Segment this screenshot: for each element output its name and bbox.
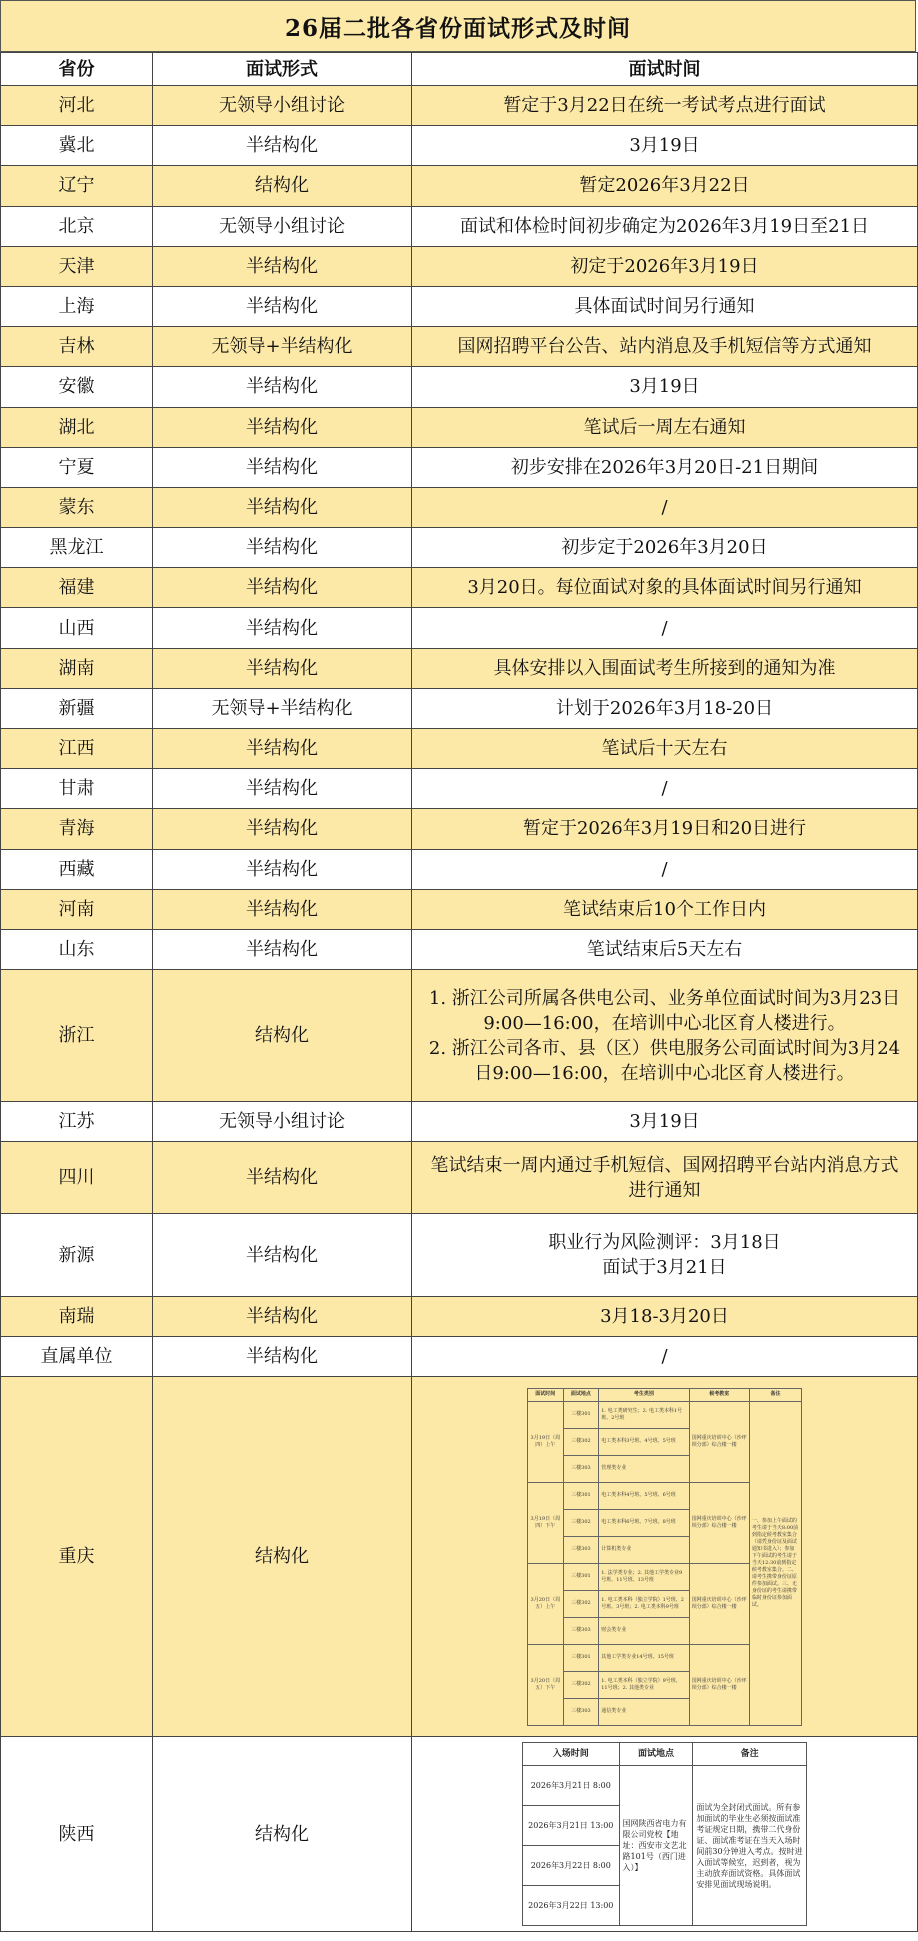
province-cell: 青海 [1, 809, 153, 849]
form-cell: 半结构化 [153, 487, 412, 527]
province-cell: 宁夏 [1, 447, 153, 487]
image-room-cell: 三楼301 [563, 1563, 599, 1590]
time-cell: 笔试后十天左右 [412, 729, 918, 769]
time-cell: 计划于2026年3月18-20日 [412, 688, 918, 728]
table-row [1, 447, 918, 487]
province-cell: 蒙东 [1, 487, 153, 527]
time-cell: 初步安排在2026年3月20日-21日期间 [412, 447, 918, 487]
image-room-cell: 三楼302 [563, 1428, 599, 1455]
page-title: 26届二批各省份面试形式及时间 [0, 0, 916, 52]
header-form: 面试形式 [153, 53, 412, 86]
form-cell: 无领导+半结构化 [153, 688, 412, 728]
time-cell: / [412, 849, 918, 889]
image-room-cell: 三楼301 [563, 1482, 599, 1509]
time-cell: 3月18-3月20日 [412, 1297, 918, 1337]
image-header-row [528, 1388, 802, 1401]
image-wait-room-cell: 国网重庆培训中心（沙坪坝分部）综合楼一楼 [689, 1482, 749, 1563]
image-time-cell: 3月20日（周五）下午 [528, 1644, 564, 1725]
image-category-cell: 1. 法学类专业；2. 其他工学类专业9号班、11号班、13号班 [599, 1563, 689, 1590]
form-cell: 无领导小组讨论 [153, 1102, 412, 1142]
image-category-cell: 通信类专业 [599, 1698, 689, 1725]
image-time-cell: 3月20日（周五）上午 [528, 1563, 564, 1644]
time-line: 面试于3月21日 [602, 1257, 727, 1279]
time-cell: 3月19日 [412, 367, 918, 407]
time-line: 1. 浙江公司所属各供电公司、业务单位面试时间为3月23日 [428, 987, 901, 1009]
interview-schedule-table [0, 52, 918, 1932]
image-room-cell: 三楼303 [563, 1536, 599, 1563]
image-category-cell: 1. 电工类本科（独立学院）1号班、2号班、3号班；2. 电工类本科9号班 [599, 1590, 689, 1617]
time-line: 笔试结束一周内通过手机短信、国网招聘平台站内消息方式 [430, 1154, 899, 1176]
province-cell: 福建 [1, 568, 153, 608]
form-cell: 半结构化 [153, 528, 412, 568]
time-cell: 笔试结束后10个工作日内 [412, 889, 918, 929]
table-row [1, 929, 918, 969]
province-cell: 新源 [1, 1214, 153, 1297]
form-cell: 半结构化 [153, 1337, 412, 1377]
image-category-cell: 计算机类专业 [599, 1536, 689, 1563]
table-row [1, 769, 918, 809]
form-cell: 半结构化 [153, 889, 412, 929]
form-cell: 无领导小组讨论 [153, 206, 412, 246]
table-row [1, 568, 918, 608]
table-row [1, 286, 918, 326]
table-row [1, 970, 918, 1102]
image-room-cell: 三楼302 [563, 1509, 599, 1536]
image-header-row [523, 1743, 807, 1766]
time-cell: 3月20日。每位面试对象的具体面试时间另行通知 [412, 568, 918, 608]
time-cell: 具体面试时间另行通知 [412, 286, 918, 326]
table-row [1, 126, 918, 166]
table-row [1, 648, 918, 688]
time-cell: 3月19日 [412, 126, 918, 166]
time-cell: / [412, 1337, 918, 1377]
table-row [1, 327, 918, 367]
form-cell: 结构化 [153, 1377, 412, 1737]
time-cell-schedule-image [412, 1737, 918, 1932]
image-header-cell: 面试地点 [563, 1388, 599, 1401]
province-cell: 西藏 [1, 849, 153, 889]
image-header-cell: 面试时间 [528, 1388, 564, 1401]
image-header-cell: 入场时间 [523, 1743, 620, 1766]
table-row [1, 528, 918, 568]
image-time-cell: 3月19日（周四）下午 [528, 1482, 564, 1563]
province-cell: 重庆 [1, 1377, 153, 1737]
form-cell: 半结构化 [153, 367, 412, 407]
form-cell: 半结构化 [153, 246, 412, 286]
image-category-cell: 财会类专业 [599, 1617, 689, 1644]
table-row [1, 809, 918, 849]
form-cell: 无领导+半结构化 [153, 327, 412, 367]
table-row [1, 608, 918, 648]
time-cell: 笔试后一周左右通知 [412, 407, 918, 447]
table-row [1, 688, 918, 728]
table-row [1, 166, 918, 206]
image-time-cell: 2026年3月22日 13:00 [523, 1886, 620, 1926]
shaanxi-schedule-image [522, 1742, 807, 1926]
image-note-cell: 面试为全封闭式面试。所有参加面试的毕业生必须按面试准考证规定日期，携带二代身份证、面试准考证在当天入场时间前30分钟进入考点。按时进入面试等候室，迟到者，视为主动放弃面试资格。具体面试安排见面试现场说明。 [693, 1766, 807, 1926]
table-row [1, 729, 918, 769]
image-category-cell: 电工类本科3号班、4号班、5号班 [599, 1428, 689, 1455]
province-cell: 甘肃 [1, 769, 153, 809]
time-line: 进行通知 [628, 1179, 701, 1201]
image-category-cell: 其他工学类专业14号班、15号班 [599, 1644, 689, 1671]
province-cell: 直属单位 [1, 1337, 153, 1377]
image-category-cell: 电工类本科6号班、7号班、8号班 [599, 1509, 689, 1536]
form-cell: 半结构化 [153, 1142, 412, 1214]
image-header-cell: 候考教室 [689, 1388, 749, 1401]
province-cell: 山东 [1, 929, 153, 969]
table-row [1, 1337, 918, 1377]
form-cell: 结构化 [153, 970, 412, 1102]
time-line: 9:00—16:00，在培训中心北区育人楼进行。 [483, 1012, 846, 1034]
time-cell [412, 1214, 918, 1297]
time-cell [412, 1142, 918, 1214]
province-cell: 辽宁 [1, 166, 153, 206]
image-category-cell: 1. 电工类本科（独立学院）9号班、11号班；2. 其他类专业 [599, 1671, 689, 1698]
time-cell: 笔试结束后5天左右 [412, 929, 918, 969]
image-header-cell: 备注 [749, 1388, 801, 1401]
table-row [1, 367, 918, 407]
province-cell: 新疆 [1, 688, 153, 728]
form-cell: 半结构化 [153, 286, 412, 326]
form-cell: 半结构化 [153, 809, 412, 849]
province-cell: 冀北 [1, 126, 153, 166]
form-cell: 半结构化 [153, 568, 412, 608]
time-cell: / [412, 608, 918, 648]
table-row [1, 246, 918, 286]
province-cell: 南瑞 [1, 1297, 153, 1337]
table-row [1, 1377, 918, 1737]
time-cell: 初定于2026年3月19日 [412, 246, 918, 286]
image-time-cell: 3月19日（周四）上午 [528, 1401, 564, 1482]
image-room-cell: 三楼302 [563, 1671, 599, 1698]
table-row [1, 487, 918, 527]
form-cell: 半结构化 [153, 648, 412, 688]
table-row [1, 1297, 918, 1337]
form-cell: 半结构化 [153, 407, 412, 447]
image-room-cell: 三楼301 [563, 1401, 599, 1428]
header-row [1, 53, 918, 86]
province-cell: 湖南 [1, 648, 153, 688]
image-header-cell: 考生类别 [599, 1388, 689, 1401]
table-row [1, 407, 918, 447]
time-cell: 初步定于2026年3月20日 [412, 528, 918, 568]
form-cell: 半结构化 [153, 126, 412, 166]
image-wait-room-cell: 国网重庆培训中心（沙坪坝分部）综合楼一楼 [689, 1401, 749, 1482]
province-cell: 陕西 [1, 1737, 153, 1932]
form-cell: 结构化 [153, 1737, 412, 1932]
time-cell-schedule-image [412, 1377, 918, 1737]
time-line: 日9:00—16:00，在培训中心北区育人楼进行。 [474, 1062, 855, 1084]
time-cell [412, 970, 918, 1102]
image-time-cell: 2026年3月22日 8:00 [523, 1846, 620, 1886]
form-cell: 半结构化 [153, 1297, 412, 1337]
form-cell: 半结构化 [153, 1214, 412, 1297]
province-cell: 四川 [1, 1142, 153, 1214]
province-cell: 天津 [1, 246, 153, 286]
image-row [528, 1401, 802, 1428]
province-cell: 河北 [1, 86, 153, 126]
image-room-cell: 三楼303 [563, 1617, 599, 1644]
form-cell: 半结构化 [153, 929, 412, 969]
form-cell: 结构化 [153, 166, 412, 206]
image-wait-room-cell: 国网重庆培训中心（沙坪坝分部）综合楼一楼 [689, 1563, 749, 1644]
province-cell: 河南 [1, 889, 153, 929]
province-cell: 山西 [1, 608, 153, 648]
time-cell: 国网招聘平台公告、站内消息及手机短信等方式通知 [412, 327, 918, 367]
time-cell: 暂定于3月22日在统一考试考点进行面试 [412, 86, 918, 126]
table-row [1, 849, 918, 889]
image-place-cell: 国网陕西省电力有限公司党校【地址：西安市文艺北路101号（西门进入）】 [619, 1766, 693, 1926]
province-cell: 湖北 [1, 407, 153, 447]
image-time-cell: 2026年3月21日 8:00 [523, 1766, 620, 1806]
image-room-cell: 三楼303 [563, 1455, 599, 1482]
table-row [1, 1214, 918, 1297]
province-cell: 浙江 [1, 970, 153, 1102]
table-row [1, 889, 918, 929]
image-category-cell: 1. 电工类研究生；2. 电工类本科1号班、2号班 [599, 1401, 689, 1428]
table-row [1, 86, 918, 126]
province-cell: 吉林 [1, 327, 153, 367]
province-cell: 上海 [1, 286, 153, 326]
table-row [1, 1142, 918, 1214]
form-cell: 无领导小组讨论 [153, 86, 412, 126]
time-cell: 暂定于2026年3月19日和20日进行 [412, 809, 918, 849]
time-line: 2. 浙江公司各市、县（区）供电服务公司面试时间为3月24 [428, 1037, 901, 1059]
form-cell: 半结构化 [153, 608, 412, 648]
province-cell: 北京 [1, 206, 153, 246]
header-province: 省份 [1, 53, 153, 86]
time-cell: / [412, 769, 918, 809]
time-cell: 面试和体检时间初步确定为2026年3月19日至21日 [412, 206, 918, 246]
time-cell: / [412, 487, 918, 527]
time-cell: 3月19日 [412, 1102, 918, 1142]
time-cell: 暂定2026年3月22日 [412, 166, 918, 206]
time-cell: 具体安排以入围面试考生所接到的通知为准 [412, 648, 918, 688]
image-category-cell: 电工类本科4号班、5号班、6号班 [599, 1482, 689, 1509]
image-room-cell: 三楼303 [563, 1698, 599, 1725]
image-room-cell: 三楼301 [563, 1644, 599, 1671]
image-note-cell: 一、参加上午面试的考生请于当天8:00前到指定候考教室集合（请凭身份证及面试通知书进入）；参加下午面试的考生请于当天12:30前到指定候考教室集合。二、请考生携带身份证原件参加面试。三、无身份证的考生请携带临时身份证参加面试。 [749, 1401, 801, 1725]
province-cell: 江西 [1, 729, 153, 769]
province-cell: 江苏 [1, 1102, 153, 1142]
image-time-cell: 2026年3月21日 13:00 [523, 1806, 620, 1846]
form-cell: 半结构化 [153, 729, 412, 769]
table-row [1, 1737, 918, 1932]
province-cell: 安徽 [1, 367, 153, 407]
time-line: 职业行为风险测评：3月18日 [548, 1232, 781, 1254]
image-row [523, 1766, 807, 1806]
province-cell: 黑龙江 [1, 528, 153, 568]
header-time: 面试时间 [412, 53, 918, 86]
form-cell: 半结构化 [153, 769, 412, 809]
image-header-cell: 备注 [693, 1743, 807, 1766]
form-cell: 半结构化 [153, 447, 412, 487]
table-row [1, 1102, 918, 1142]
image-header-cell: 面试地点 [619, 1743, 693, 1766]
image-room-cell: 三楼302 [563, 1590, 599, 1617]
image-category-cell: 管理类专业 [599, 1455, 689, 1482]
table-row [1, 206, 918, 246]
image-wait-room-cell: 国网重庆培训中心（沙坪坝分部）综合楼一楼 [689, 1644, 749, 1725]
form-cell: 半结构化 [153, 849, 412, 889]
chongqing-schedule-image [527, 1388, 802, 1726]
